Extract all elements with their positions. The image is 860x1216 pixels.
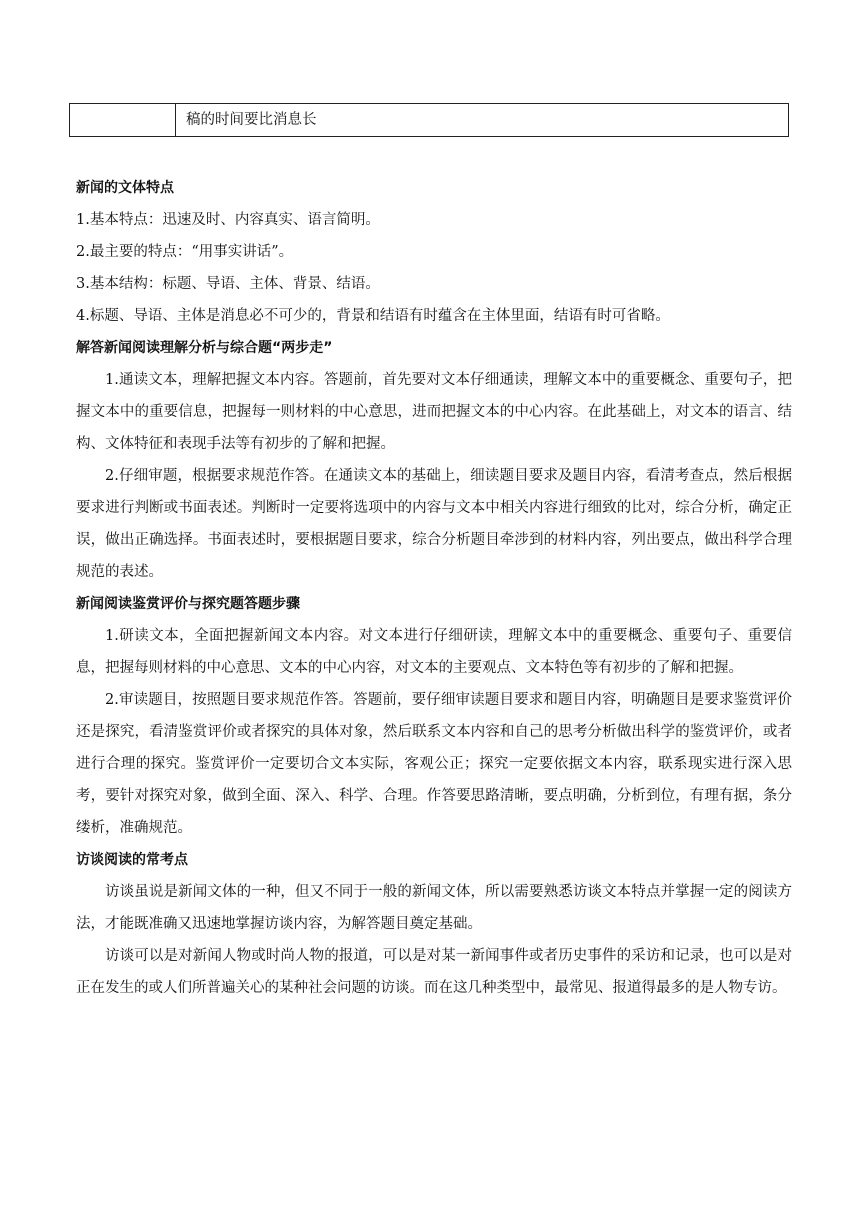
paragraph: 1.研读文本，全面把握新闻文本内容。对文本进行仔细研读，理解文本中的重要概念、重要句子、重要信息，把握每则材料的中心意思、文本的中心内容，对文本的主要观点、文本特色等有初步的了解和把握。 [76,628,792,676]
section-heading-interview: 访谈阅读的常考点 [76,852,188,868]
feature-item: 4.标题、导语、主体是消息必不可少的，背景和结语有时蕴含在主体里面，结语有时可省略。 [76,308,670,324]
table-cell-text: 稿的时间要比消息长 [186,112,317,128]
paragraph: 访谈虽说是新闻文体的一种，但又不同于一般的新闻文体，所以需要熟悉访谈文本特点并掌握一定的阅读方法，才能既准确又迅速地掌握访谈内容，为解答题目奠定基础。 [76,884,792,932]
paragraph: 2.审读题目，按照题目要求规范作答。答题前，要仔细审读题目要求和题目内容，明确题目是要求鉴赏评价还是探究，看清鉴赏评价或者探究的具体对象，然后联系文本内容和自己的思考分析做出科学的鉴赏评价，或者进行合理的探究。鉴赏评价一定要切合文本实际，客观公正；探究一定要依据文本内容，联系现实进行深入思考，要针对探究对象，做到全面、深入、科学、合理。作答要思路清晰，要点明确，分析到位，有理有据，条分缕析，准确规范。 [76,692,792,836]
paragraph: 2.仔细审题，根据要求规范作答。在通读文本的基础上，细读题目要求及题目内容，看清考查点，然后根据要求进行判断或书面表述。判断时一定要将选项中的内容与文本中相关内容进行细致的比对，综合分析，确定正误，做出正确选择。书面表述时，要根据题目要求，综合分析题目牵涉到的材料内容，列出要点，做出科学合理规范的表述。 [76,468,792,580]
section-heading-appreciation: 新闻阅读鉴赏评价与探究题答题步骤 [76,596,300,612]
paragraph: 1.通读文本，理解把握文本内容。答题前，首先要对文本仔细通读，理解文本中的重要概念、重要句子，把握文本中的重要信息，把握每一则材料的中心意思，进而把握文本的中心内容。在此基础上，对文本的语言、结构、文体特征和表现手法等有初步的了解和把握。 [76,372,792,452]
feature-item: 3.基本结构：标题、导语、主体、背景、结语。 [76,276,380,292]
paragraph: 访谈可以是对新闻人物或时尚人物的报道，可以是对某一新闻事件或者历史事件的采访和记录，也可以是对正在发生的或人们所普遍关心的某种社会问题的访谈。而在这几种类型中，最常见、报道得最多的是人物专访。 [76,948,792,996]
section-heading-two-steps: 解答新闻阅读理解分析与综合题“两步走” [76,340,333,356]
section-heading-features: 新闻的文体特点 [76,180,174,196]
table-fragment [69,103,789,137]
feature-item: 2.最主要的特点：“用事实讲话”。 [76,244,294,260]
feature-item: 1.基本特点：迅速及时、内容真实、语言简明。 [76,212,380,228]
document-body [76,172,792,1004]
table-cell-empty [70,104,176,136]
